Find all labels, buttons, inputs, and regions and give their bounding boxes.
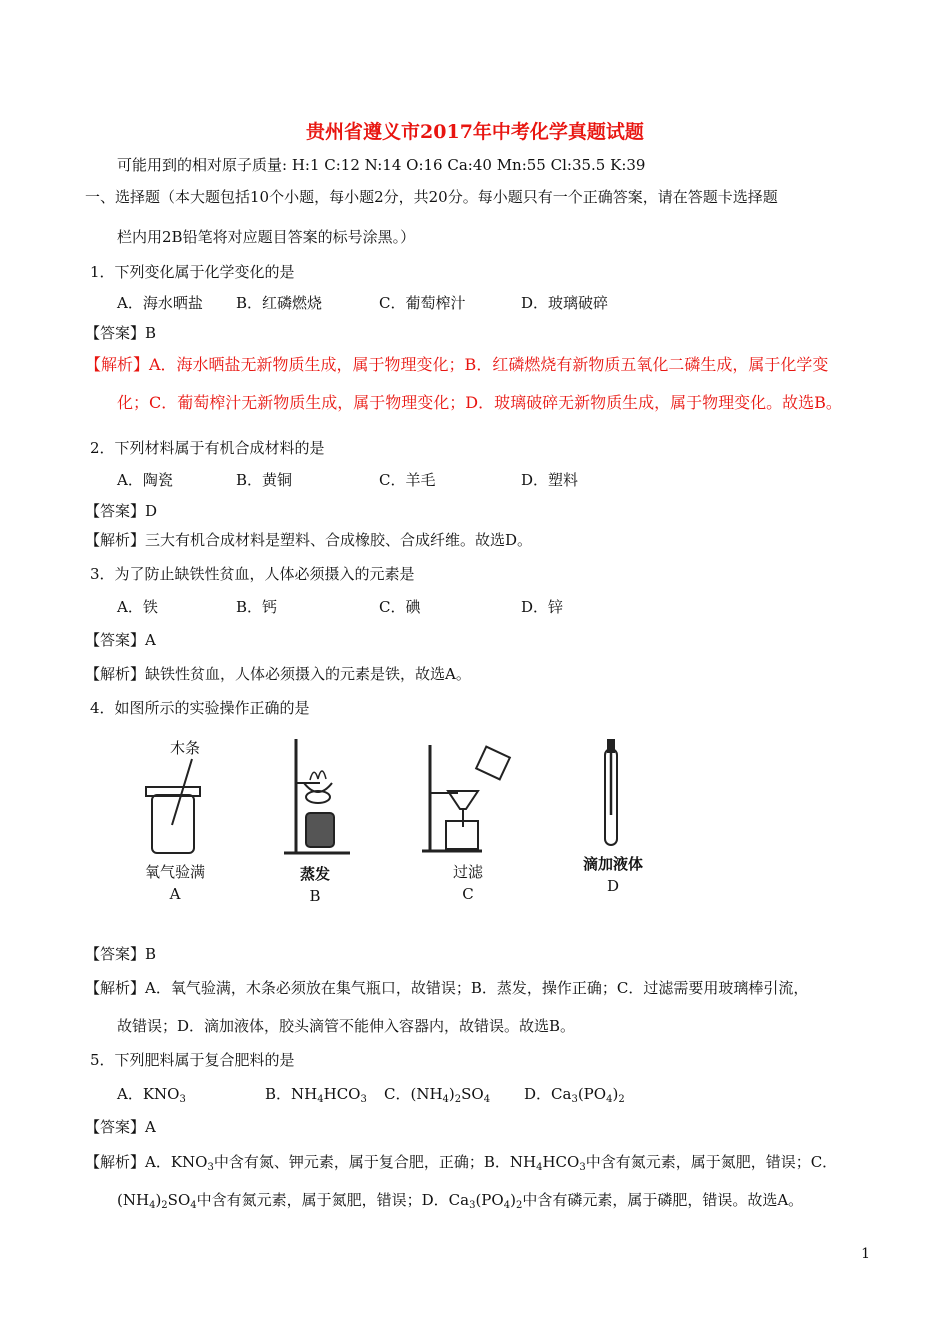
q5-c-text3: SO	[461, 1085, 484, 1103]
sub-4: 4	[536, 1162, 543, 1173]
section-heading-line1: 一、选择题（本大题包括10个小题，每小题2分，共20分。每小题只有一个正确答案，请在答题卡选择题	[85, 188, 778, 206]
q5-option-a	[117, 1083, 186, 1105]
sub-3: 3	[571, 1094, 578, 1105]
filtration-illustration	[418, 735, 518, 860]
q2-option-c: C．羊毛	[379, 471, 436, 489]
q5-option-c	[384, 1083, 490, 1105]
sub-3: 3	[179, 1094, 186, 1105]
figure-b-evaporation	[270, 735, 360, 915]
q5-d-text2: (PO	[577, 1085, 607, 1103]
figure-a-letter: A	[169, 885, 181, 903]
q1-option-c: C．葡萄榨汁	[379, 294, 466, 312]
q5-bn-3: SO	[167, 1191, 191, 1209]
page-title: 贵州省遵义市2017年中考化学真题试题	[306, 121, 644, 143]
q5-bn-4: 中含有氮元素，属于氮肥，错误；D．Ca	[196, 1191, 470, 1209]
figure-a-name: 氧气验满	[144, 863, 205, 881]
sub-3: 3	[207, 1162, 214, 1173]
figure-d-adding-liquid	[568, 735, 658, 915]
q1-option-a: A．海水晒盐	[117, 294, 203, 312]
q1-option-d: D．玻璃破碎	[521, 294, 609, 312]
q4-analysis-line2: 故错误；D．滴加液体，胶头滴管不能伸入容器内，故错误。故选B。	[117, 1017, 576, 1035]
q3-options	[0, 596, 950, 616]
q4-analysis-line1: 【解析】A．氧气验满，木条必须放在集气瓶口，故错误；B．蒸发，操作正确；C．过滤需要用玻璃棒引流，	[85, 979, 809, 997]
q3-option-a: A．铁	[117, 598, 158, 616]
q5-option-b	[265, 1083, 367, 1105]
q5-c-text2: )	[448, 1085, 455, 1103]
sub-4: 4	[149, 1200, 156, 1211]
sub-4: 4	[442, 1094, 449, 1105]
q5-an-3: HCO	[542, 1153, 580, 1171]
q4-answer: 【答案】B	[85, 945, 157, 963]
section-heading-line2: 栏内用2B铅笔将对应题目答案的标号涂黑。）	[117, 228, 416, 246]
q5-bn-7: 中含有磷元素，属于磷肥，错误。故选A。	[522, 1191, 804, 1209]
q5-bn-6: )	[510, 1191, 516, 1209]
figure-b-letter: B	[309, 887, 321, 905]
q3-answer: 【答案】A	[85, 631, 156, 649]
q3-stem: 3．为了防止缺铁性贫血，人体必须摄入的元素是	[90, 565, 415, 583]
figure-d-letter: D	[606, 877, 620, 895]
q1-options	[0, 292, 950, 312]
q5-analysis-line1	[85, 1151, 837, 1173]
evaporation-illustration	[270, 735, 360, 860]
sub-4: 4	[606, 1094, 613, 1105]
q5-an-2: 中含有氮、钾元素，属于复合肥，正确；B．NH	[213, 1153, 537, 1171]
page-number: 1	[861, 1246, 870, 1262]
q3-option-c: C．碘	[379, 598, 421, 616]
q5-an-1: 【解析】A．KNO	[85, 1153, 208, 1171]
figure-d-name: 滴加液体	[582, 855, 643, 873]
q5-stem: 5．下列肥料属于复合肥料的是	[90, 1051, 295, 1069]
sub-4: 4	[317, 1094, 324, 1105]
sub-3: 3	[469, 1200, 476, 1211]
q5-a-text: A．KNO	[117, 1085, 180, 1103]
sub-2: 2	[454, 1094, 462, 1105]
q1-answer: 【答案】B	[85, 324, 157, 342]
q5-b-text2: HCO	[323, 1085, 361, 1103]
q2-option-a: A．陶瓷	[117, 471, 173, 489]
sub-4: 4	[503, 1200, 511, 1211]
sub-2: 2	[161, 1200, 168, 1211]
q1-option-b: B．红磷燃烧	[236, 294, 323, 312]
figure-a-stick-label: 木条	[170, 739, 201, 757]
q2-analysis: 【解析】三大有机合成材料是塑料、合成橡胶、合成纤维。故选D。	[85, 531, 533, 549]
q1-analysis-line2: 化；C．葡萄榨汁无新物质生成，属于物理变化；D．玻璃破碎无新物质生成，属于物理变化。故选B。	[117, 393, 842, 412]
q5-an-4: 中含有氮元素，属于氮肥，错误；C．	[585, 1153, 838, 1171]
sub-4: 4	[190, 1200, 197, 1211]
sub-2: 2	[515, 1200, 523, 1211]
q2-options	[0, 469, 950, 489]
q3-option-b: B．钙	[236, 598, 278, 616]
figure-c-letter: C	[462, 885, 474, 903]
figure-c-name: 过滤	[452, 863, 483, 881]
q5-d-text3: )	[612, 1085, 619, 1103]
q5-option-d	[524, 1083, 625, 1105]
atomic-mass-line: 可能用到的相对原子质量: H:1 C:12 N:14 O:16 Ca:40 Mn:55 Cl:35.5 K:39	[117, 156, 646, 174]
dropper-illustration	[568, 735, 658, 850]
q5-d-text: D．Ca	[524, 1085, 572, 1103]
q5-options	[0, 1083, 950, 1103]
q2-option-d: D．塑料	[521, 471, 579, 489]
figure-c-filtration	[418, 735, 518, 915]
q5-analysis-line2	[117, 1189, 803, 1211]
q2-option-b: B．黄铜	[236, 471, 293, 489]
q5-bn-1: (NH	[117, 1191, 150, 1209]
q5-bn-5: (PO	[475, 1191, 504, 1209]
q5-b-text: B．NH	[265, 1085, 318, 1103]
sub-3: 3	[579, 1162, 586, 1173]
q4-stem: 4．如图所示的实验操作正确的是	[90, 699, 310, 717]
figure-b-name: 蒸发	[299, 865, 330, 883]
q5-c-text: C．(NH	[384, 1085, 443, 1103]
q2-answer: 【答案】D	[85, 502, 158, 520]
q1-analysis-line1: 【解析】A．海水晒盐无新物质生成，属于物理变化；B．红磷燃烧有新物质五氧化二磷生成，属于化学变	[85, 355, 829, 374]
q2-stem: 2．下列材料属于有机合成材料的是	[90, 439, 325, 457]
q3-analysis: 【解析】缺铁性贫血，人体必须摄入的元素是铁，故选A。	[85, 665, 471, 683]
sub-2: 2	[618, 1094, 625, 1105]
figure-a-oxygen-test	[120, 735, 230, 915]
sub-4: 4	[483, 1094, 491, 1105]
q5-bn-2: )	[155, 1191, 162, 1209]
q3-option-d: D．锌	[521, 598, 564, 616]
q5-answer: 【答案】A	[85, 1118, 156, 1136]
sub-3: 3	[360, 1094, 367, 1105]
q1-stem: 1．下列变化属于化学变化的是	[90, 263, 295, 281]
